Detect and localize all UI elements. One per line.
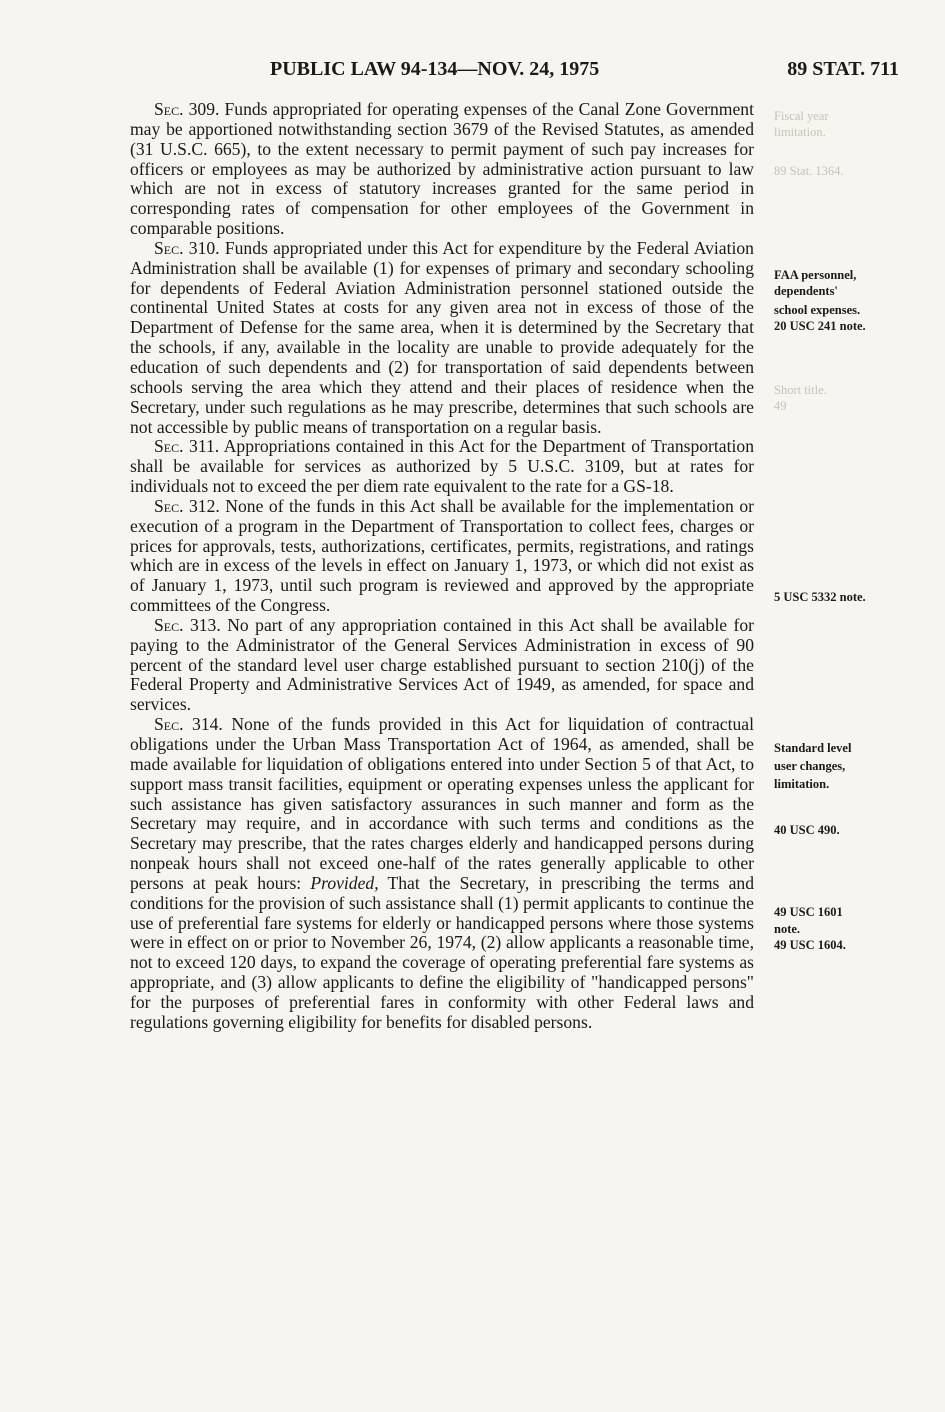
margin-note-49-usc-1604: 49 USC 1604. [774, 938, 846, 952]
margin-note-standard-level: user changes, [774, 759, 846, 773]
section-314 [130, 715, 754, 1033]
margin-notes [774, 0, 934, 1412]
bleed-through-note: Fiscal year [774, 109, 829, 123]
section-label: Sec. 313. [154, 614, 221, 635]
bleed-through-note: limitation. [774, 125, 826, 139]
section-label: Sec. 309. [154, 99, 220, 119]
margin-note-faa-citation: 20 USC 241 note. [774, 319, 866, 333]
bleed-through-note: 49 [774, 399, 787, 413]
margin-note-49-usc-1601: note. [774, 922, 801, 936]
section-text: No part of any appropriation contained in this Act shall be available for paying to the Administrator of the General Services Administration in excess of 90 percent of the standard level user charge established pursuant to section 210(j) of the Federal Property and Administrative Services Act of 1949, as amended, for space and services. [130, 614, 754, 715]
section-label: Sec. 310. [154, 237, 220, 258]
section-312 [130, 497, 754, 616]
body-text [130, 100, 754, 1033]
section-text: None of the funds in this Act shall be available for the implementation or execution of a program in the Department of Transportation to collect fees, charges or prices for approvals, tests, authorizations, certificates, permits, registrations, and ratings which are in excess of the levels in effect on January 1, 1973, or which did not exist as of January 1, 1973, until such program is reviewed and approved by the appropriate committees of the Congress. [130, 495, 754, 616]
public-law-title: PUBLIC LAW 94-134—NOV. 24, 1975 [270, 58, 600, 80]
section-313 [130, 616, 754, 715]
section-text: Appropriations contained in this Act for the Department of Transportation shall be available for services as authorized by 5 U.S.C. 3109, but at rates for individuals not to exceed the per diem rate equivalent to the rate for a GS-18. [130, 436, 754, 497]
statute-page-number: 89 STAT. 711 [787, 58, 899, 80]
margin-note-faa: school expenses. [774, 303, 861, 317]
section-text: Funds appropriated under this Act for expenditure by the Federal Aviation Administration shall be available (1) for expenses of primary and secondary schooling for dependents of Federal Aviation Administration personnel stationed outside the continental United States at costs for any given area not in excess of those of the Department of Defense for the same area, when it is determined by the Secretary that the schools, if any, available in the locality are unable to provide adequately for the education of such dependents and (2) for transportation of said dependents between schools serving the area which they attend and their places of residence when the Secretary, under such regulations as he may prescribe, determines that such schools are not accessible by public means of transportation on a regular basis. [130, 237, 754, 437]
bleed-through-note: 89 Stat. 1364. [774, 164, 844, 178]
margin-note-5-usc-5332: 5 USC 5332 note. [774, 590, 866, 604]
section-311 [130, 437, 754, 497]
margin-note-49-usc-1601: 49 USC 1601 [774, 905, 843, 919]
section-text: Funds appropriated for operating expenses of the Canal Zone Government may be apportioned notwithstanding section 3679 of the Revised Statutes, as amended (31 U.S.C. 665), to the extent necessary to permit payment of such pay increases for officers or employees as may be authorized by administrative action pursuant to law which are not in excess of statutory increases granted for the same period in corresponding rates of compensation for other employees of the Government in comparable positions. [130, 99, 754, 239]
margin-note-standard-level: limitation. [774, 777, 830, 791]
bleed-through-note: Short title. [774, 383, 827, 397]
section-text: None of the funds provided in this Act for liquidation of contractual obligations under the Urban Mass Transportation Act of 1964, as amended, shall be made available for liquidation of obligations entered into under Section 5 of that Act, to support mass transit facilities, equipment or operating expenses unless the applicant for such assistance has given satisfactory assurances in such manner and form as the Secretary may require, and in accordance with such terms and conditions as the Secretary may prescribe, that the rates charges elderly and handicapped persons during nonpeak hours shall not exceed one-half of the rates generally applicable to other persons at peak hours: [130, 714, 754, 893]
margin-note-40-usc-490: 40 USC 490. [774, 823, 840, 837]
section-309 [130, 100, 754, 239]
section-text-continued: That the Secretary, in prescribing the terms and conditions for the provision of such assistance shall (1) permit applicants to continue the use of preferential fare systems for elderly or handicapped persons where those systems were in effect on or prior to November 26, 1974, (2) allow applicants a reasonable time, not to exceed 120 days, to expand the coverage of operating preferential fare systems as appropriate, and (3) allow applicants to define the eligibility of "handicapped persons" for the purposes of preferential fares in conformity with other Federal laws and regulations governing eligibility for benefits for disabled persons. [130, 872, 754, 1032]
section-label: Sec. 312. [154, 495, 220, 516]
margin-note-faa: FAA personnel, [774, 268, 857, 282]
section-310 [130, 239, 754, 437]
margin-note-standard-level: Standard level [774, 741, 852, 755]
margin-note-faa: dependents' [774, 284, 838, 298]
section-label: Sec. 311. [154, 436, 220, 457]
proviso-word: Provided, [310, 872, 379, 893]
section-label: Sec. 314. [154, 714, 223, 735]
